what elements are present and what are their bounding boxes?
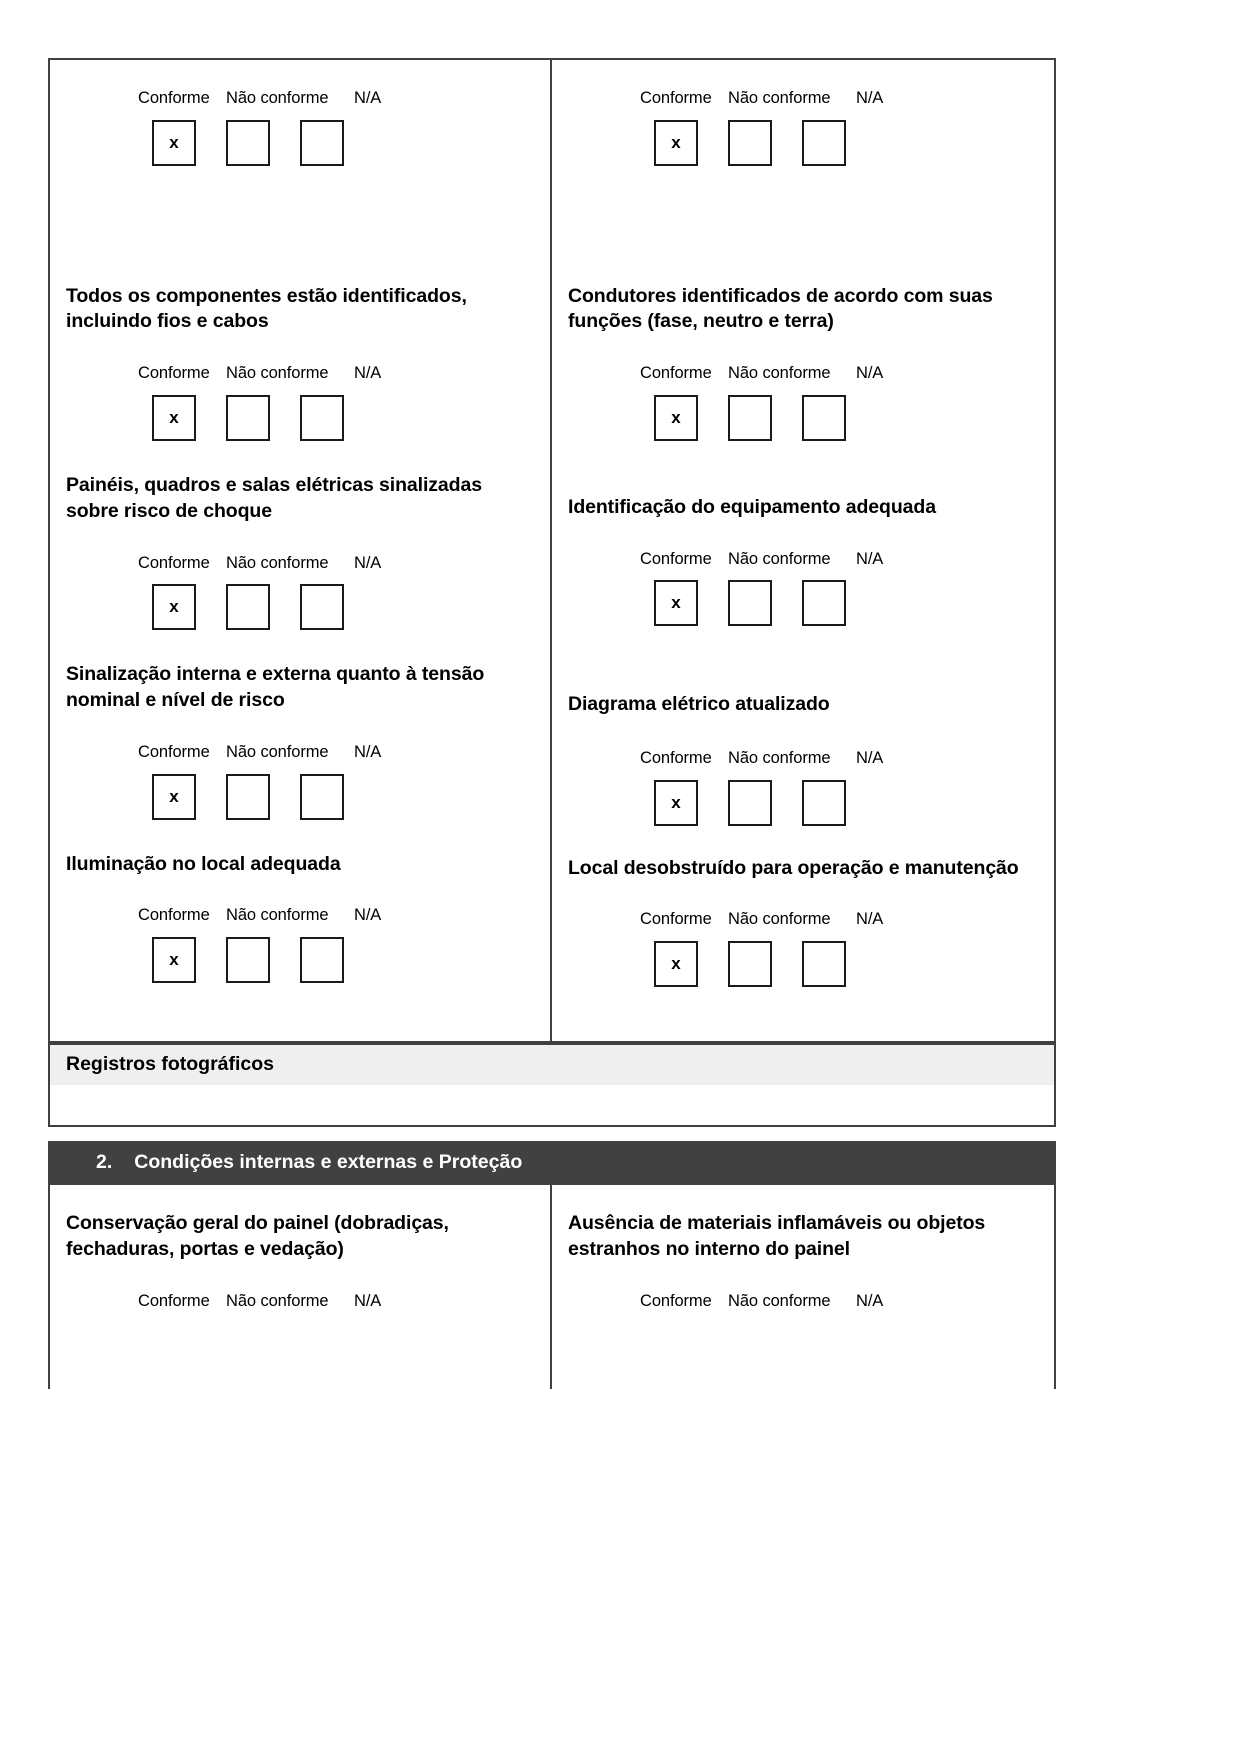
label-na: N/A <box>856 89 884 107</box>
checklist-item <box>50 284 550 473</box>
label-na: N/A <box>354 743 382 762</box>
option-labels-row <box>566 1293 1040 1310</box>
option-labels-row <box>64 90 536 107</box>
checkbox-conforme[interactable]: x <box>152 120 196 166</box>
column-left <box>50 473 552 662</box>
checkbox-conforme[interactable]: x <box>654 580 698 626</box>
checklist-row-3 <box>48 662 1056 851</box>
checklist-item <box>50 852 550 1041</box>
checkbox-nao-conforme[interactable] <box>226 937 270 983</box>
option-labels-row <box>566 750 1040 767</box>
checkbox-conforme[interactable]: x <box>152 584 196 630</box>
checkbox-group <box>566 395 1040 473</box>
label-conforme: Conforme <box>640 364 712 383</box>
label-conforme: Conforme <box>138 906 210 925</box>
photo-records-area[interactable] <box>48 1085 1056 1127</box>
question-text: Ausência de materiais inflamáveis ou objetos estranhos no interno do painel <box>568 1211 986 1260</box>
checklist-item <box>50 473 550 662</box>
label-conforme: Conforme <box>138 89 210 107</box>
checkbox-na[interactable] <box>300 774 344 820</box>
label-nao-conforme: Não conforme <box>226 89 329 107</box>
checkbox-group <box>64 395 536 473</box>
label-conforme: Conforme <box>138 1291 210 1310</box>
label-nao-conforme: Não conforme <box>226 553 329 572</box>
section-title: Condições internas e externas e Proteção <box>134 1151 523 1174</box>
label-na: N/A <box>354 1291 382 1310</box>
checkbox-na[interactable] <box>300 120 344 166</box>
section-2-header <box>48 1141 1056 1185</box>
option-labels-row <box>566 551 1040 568</box>
checkbox-na[interactable] <box>802 580 846 626</box>
checklist-item <box>552 662 1054 835</box>
checklist-item <box>552 1185 1054 1389</box>
option-labels-row <box>64 907 536 924</box>
label-na: N/A <box>856 749 884 768</box>
label-na: N/A <box>856 1291 884 1310</box>
label-nao-conforme: Não conforme <box>728 549 831 568</box>
checklist-item <box>552 284 1054 473</box>
label-conforme: Conforme <box>138 553 210 572</box>
checkbox-group <box>566 941 1040 1013</box>
checklist-row-1 <box>48 284 1056 473</box>
photo-records-header <box>48 1043 1056 1085</box>
column-left <box>50 284 552 473</box>
label-nao-conforme: Não conforme <box>728 910 831 929</box>
checkbox-conforme[interactable]: x <box>654 941 698 987</box>
checklist-row-top <box>48 58 1056 284</box>
question-text: Diagrama elétrico atualizado <box>568 693 830 716</box>
option-labels-row <box>64 1293 536 1310</box>
label-nao-conforme: Não conforme <box>226 906 329 925</box>
label-nao-conforme: Não conforme <box>728 1291 831 1310</box>
label-conforme: Conforme <box>138 364 210 383</box>
checkbox-nao-conforme[interactable] <box>728 120 772 166</box>
column-right <box>552 473 1054 662</box>
checkbox-group <box>64 774 536 852</box>
checkbox-na[interactable] <box>300 584 344 630</box>
label-na: N/A <box>856 549 884 568</box>
label-na: N/A <box>354 553 382 572</box>
checkbox-conforme[interactable]: x <box>152 774 196 820</box>
column-right <box>552 284 1054 473</box>
label-na: N/A <box>856 910 884 929</box>
checkbox-na[interactable] <box>802 941 846 987</box>
checkbox-group <box>566 580 1040 636</box>
label-conforme: Conforme <box>640 549 712 568</box>
label-conforme: Conforme <box>640 910 712 929</box>
checkbox-conforme[interactable]: x <box>152 395 196 441</box>
column-left <box>50 852 552 1041</box>
checklist-item <box>552 852 1054 1013</box>
option-labels-row <box>64 555 536 572</box>
label-conforme: Conforme <box>640 89 712 107</box>
label-nao-conforme: Não conforme <box>226 1291 329 1310</box>
checkbox-nao-conforme[interactable] <box>728 780 772 826</box>
question-text: Iluminação no local adequada <box>66 852 341 875</box>
option-labels-row <box>566 911 1040 928</box>
question-text: Todos os componentes estão identificados, incluindo fios e cabos <box>66 284 467 333</box>
checkbox-nao-conforme[interactable] <box>728 395 772 441</box>
label-na: N/A <box>354 906 382 925</box>
label-nao-conforme: Não conforme <box>226 743 329 762</box>
checklist-sheet <box>48 58 1056 1389</box>
column-right <box>552 852 1054 1041</box>
checkbox-group <box>64 937 536 1041</box>
column-right <box>552 1185 1054 1389</box>
checklist-item <box>50 1185 550 1389</box>
checkbox-group <box>64 120 536 166</box>
checkbox-nao-conforme[interactable] <box>226 120 270 166</box>
checkbox-na[interactable] <box>300 937 344 983</box>
column-left <box>50 1185 552 1389</box>
label-nao-conforme: Não conforme <box>728 364 831 383</box>
checklist-row-2 <box>48 473 1056 662</box>
question-text: Local desobstruído para operação e manutenção <box>568 856 1019 879</box>
checkbox-conforme[interactable]: x <box>654 120 698 166</box>
checklist-row-section2 <box>48 1185 1056 1389</box>
checkbox-group <box>566 780 1040 836</box>
checkbox-group <box>64 584 536 662</box>
label-nao-conforme: Não conforme <box>728 749 831 768</box>
cell-top-right <box>552 60 1054 284</box>
question-text: Identificação do equipamento adequada <box>568 495 936 518</box>
label-na: N/A <box>856 364 884 383</box>
column-left <box>50 60 552 284</box>
checkbox-nao-conforme[interactable] <box>728 580 772 626</box>
checkbox-nao-conforme[interactable] <box>226 774 270 820</box>
checkbox-nao-conforme[interactable] <box>226 584 270 630</box>
label-conforme: Conforme <box>640 749 712 768</box>
question-text: Condutores identificados de acordo com suas funções (fase, neutro e terra) <box>568 284 993 333</box>
option-labels-row <box>566 365 1040 382</box>
option-labels-row <box>64 744 536 761</box>
column-left <box>50 662 552 851</box>
checkbox-na[interactable] <box>802 120 846 166</box>
checkbox-na[interactable] <box>802 780 846 826</box>
section-number: 2. <box>96 1151 113 1174</box>
photo-records-label: Registros fotográficos <box>66 1053 275 1076</box>
label-conforme: Conforme <box>138 743 210 762</box>
question-text: Conservação geral do painel (dobradiças, fechaduras, portas e vedação) <box>66 1211 449 1260</box>
checkbox-na[interactable] <box>802 395 846 441</box>
label-conforme: Conforme <box>640 1291 712 1310</box>
checkbox-na[interactable] <box>300 395 344 441</box>
question-text: Sinalização interna e externa quanto à tensão nominal e nível de risco <box>66 663 485 712</box>
cell-top-left <box>50 60 550 284</box>
checkbox-conforme[interactable]: x <box>654 780 698 826</box>
checkbox-conforme[interactable]: x <box>654 395 698 441</box>
option-labels-row <box>566 90 1040 107</box>
checkbox-nao-conforme[interactable] <box>728 941 772 987</box>
checklist-item <box>552 473 1054 636</box>
label-nao-conforme: Não conforme <box>728 89 831 107</box>
option-labels-row <box>64 365 536 382</box>
label-na: N/A <box>354 364 382 383</box>
section-spacer <box>48 1127 1056 1141</box>
checkbox-group <box>566 120 1040 166</box>
question-text: Painéis, quadros e salas elétricas sinalizadas sobre risco de choque <box>66 473 482 522</box>
checklist-item <box>50 662 550 851</box>
label-nao-conforme: Não conforme <box>226 364 329 383</box>
label-na: N/A <box>354 89 382 107</box>
checkbox-conforme[interactable]: x <box>152 937 196 983</box>
column-right <box>552 662 1054 851</box>
checkbox-nao-conforme[interactable] <box>226 395 270 441</box>
column-right <box>552 60 1054 284</box>
checklist-row-4 <box>48 852 1056 1043</box>
